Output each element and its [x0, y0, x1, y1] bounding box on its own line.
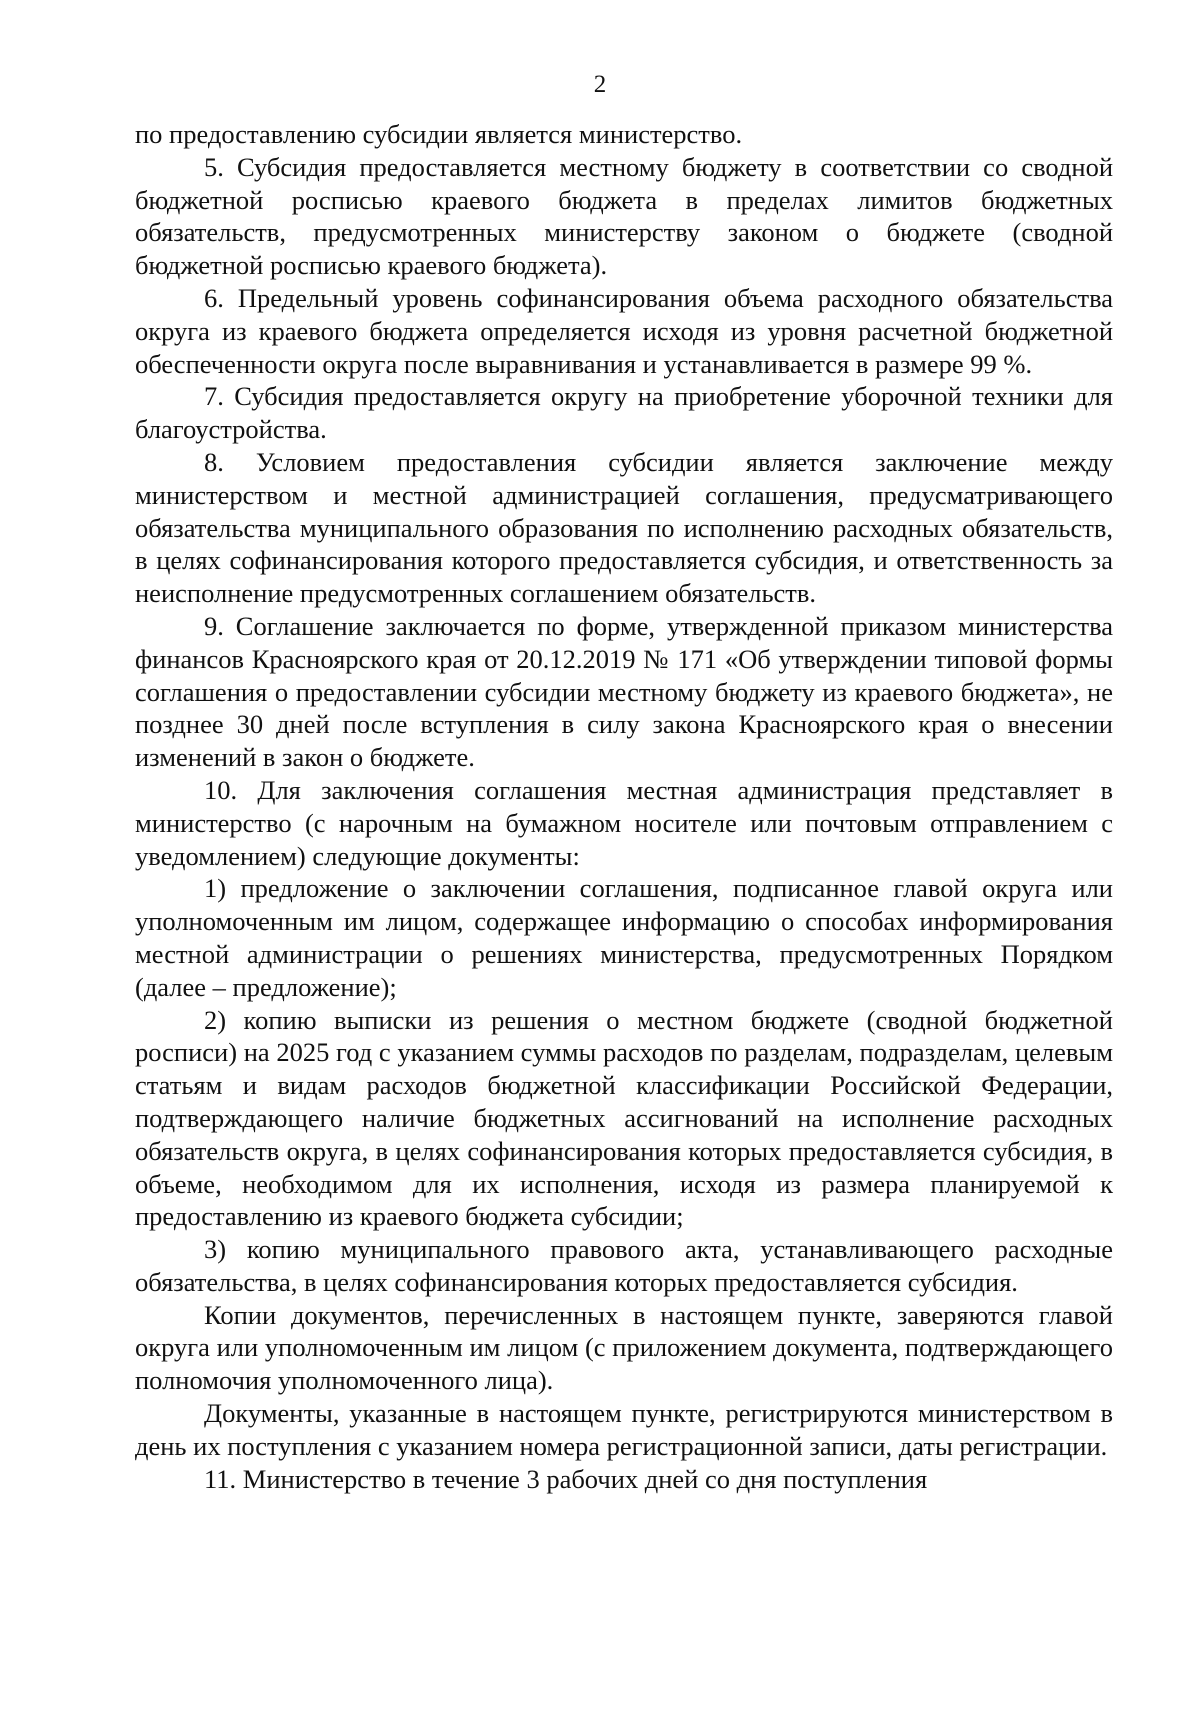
paragraph-11: 11. Министерство в течение 3 рабочих дней со дня поступления: [204, 1463, 928, 1494]
paragraph-10-item-1: 1) предложение о заключении соглашения, подписанное главой округа или уполномоченным им лицом, содержащее информацию о способах информирования местной администрации о решениях министерства, предусмотренных Порядком (далее – предложение);: [135, 873, 1113, 1002]
paragraph-10-item-2: 2) копию выписки из решения о местном бюджете (сводной бюджетной росписи) на 2025 год с указанием суммы расходов по разделам, подразделам, целевым статьям и видам расходов бюджетной классификации Российской Федерации, подтверждающего наличие бюджетных ассигнований на исполнение расходных обязательств округа, в целях софинансирования которых предоставляется субсидия, в объеме, необходимом для их исполнения, исходя из размера планируемой к предоставлению из краевого бюджета субсидии;: [135, 1004, 1113, 1232]
paragraph-10: 10. Для заключения соглашения местная администрация представляет в министерство (с нарочным на бумажном носителе или почтовым отправлением с уведомлением) следующие документы:: [135, 774, 1113, 871]
paragraph-7: 7. Субсидия предоставляется округу на приобретение уборочной техники для благоустройства.: [135, 381, 1113, 445]
paragraph-8: 8. Условием предоставления субсидии является заключение между министерством и местной администрацией соглашения, предусматривающего обязательства муниципального образования по исполнению расходных обязательств, в целях софинансирования которого предоставляется субсидия, и ответственность за неисполнение предусмотренных соглашением обязательств.: [135, 446, 1113, 609]
paragraph-registration: Документы, указанные в настоящем пункте, регистрируются министерством в день их поступления с указанием номера регистрационной записи, даты регистрации.: [135, 1398, 1113, 1461]
paragraph-intro: по предоставлению субсидии является министерство.: [135, 119, 743, 149]
document-body: [135, 118, 1113, 1495]
page-number: 2: [593, 71, 607, 98]
paragraph-9: 9. Соглашение заключается по форме, утвержденной приказом министерства финансов Красноярского края от 20.12.2019 № 171 «Об утверждении типовой формы соглашения о предоставлении субсидии местному бюджету из краевого бюджета», не позднее 30 дней после вступления в силу закона Красноярского края о внесении изменений в закон о бюджете.: [135, 610, 1113, 773]
paragraph-6: 6. Предельный уровень софинансирования объема расходного обязательства округа из краевого бюджета определяется исходя из уровня расчетной бюджетной обеспеченности округа после выравнивания и устанавливается в размере 99 %.: [135, 282, 1113, 379]
paragraph-5: 5. Субсидия предоставляется местному бюджету в соответствии со сводной бюджетной росписью краевого бюджета в пределах лимитов бюджетных обязательств, предусмотренных министерству законом о бюджете (сводной бюджетной росписью краевого бюджета).: [135, 151, 1113, 281]
paragraph-10-item-3: 3) копию муниципального правового акта, устанавливающего расходные обязательства, в целях софинансирования которых предоставляется субсидия.: [135, 1234, 1113, 1297]
paragraph-copies: Копии документов, перечисленных в настоящем пункте, заверяются главой округа или уполномоченным им лицом (с приложением документа, подтверждающего полномочия уполномоченного лица).: [135, 1299, 1113, 1396]
